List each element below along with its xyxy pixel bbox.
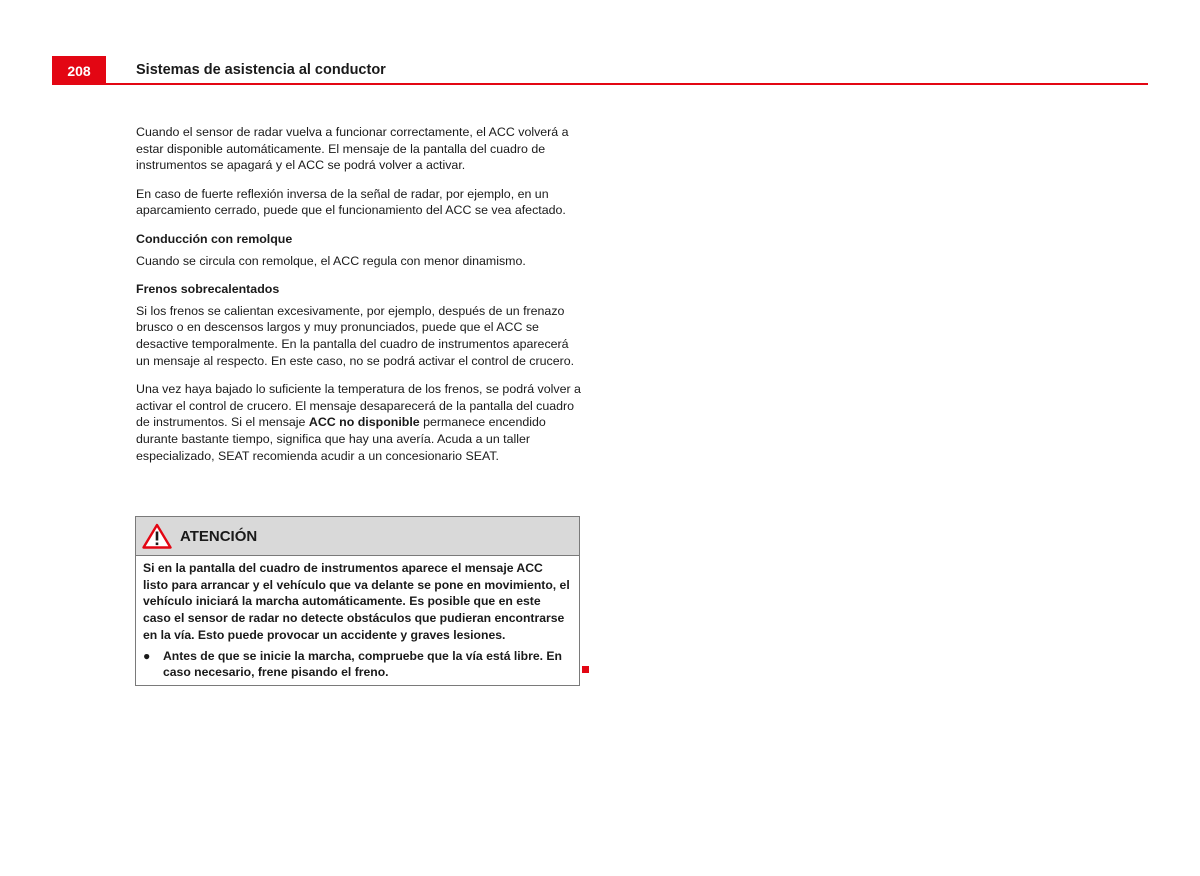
warning-body	[136, 556, 579, 685]
page-number: 208	[52, 56, 106, 85]
heading-overheated-brakes: Frenos sobrecalentados	[136, 282, 280, 297]
warning-header	[136, 517, 579, 556]
warning-title: ATENCIÓN	[180, 527, 258, 545]
heading-trailer: Conducción con remolque	[136, 231, 293, 246]
warning-triangle-icon	[142, 523, 172, 549]
paragraph-reactivation-end: permanece encendido durante bastante tiempo, significa que hay una avería. Acuda a un taller especializado, SEAT recomienda acudir a un concesionario SEAT.	[136, 415, 546, 463]
paragraph-reactivation-start: Una vez haya bajado lo suficiente la temperatura de los frenos, se podrá volver a activar el control de crucero. El mensaje desaparecerá de la pantalla del cuadro de instrumentos. Si el mensaje	[136, 382, 581, 430]
acc-unavailable-message: ACC no disponible	[308, 415, 420, 430]
paragraph-overheated-brakes: Si los frenos se calientan excesivamente, por ejemplo, después de un frenazo brusco o en descensos largos y muy pronunciados, puede que el ACC se desactive temporalmente. En la pantalla del cuadro de instrumentos aparecerá un mensaje al respecto. En este caso, no se podrá activar el control de crucero.	[136, 303, 575, 368]
paragraph-reactivation	[136, 381, 581, 464]
paragraph-radar-reflection: En caso de fuerte reflexión inversa de la señal de radar, por ejemplo, en un aparcamiento cerrado, puede que el funcionamiento del ACC se vea afectado.	[136, 186, 566, 218]
bullet-icon: ●	[143, 648, 151, 663]
section-title: Sistemas de asistencia al conductor	[136, 62, 386, 78]
header-divider	[106, 83, 1148, 85]
body-content	[136, 124, 581, 476]
paragraph-radar-recovery: Cuando el sensor de radar vuelva a funcionar correctamente, el ACC volverá a estar disponible automáticamente. El mensaje de la pantalla del cuadro de instrumentos se apagará y el ACC se podrá volver a activar.	[136, 125, 569, 173]
warning-box	[135, 516, 580, 686]
warning-text: Si en la pantalla del cuadro de instrumentos aparece el mensaje ACC listo para arrancar y el vehículo que va delante se pone en movimiento, el vehículo iniciará la marcha automáticamente. Es posible que en este caso el sensor de radar no detecte obstáculos que pudieran encontrarse en la vía. Esto puede provocar un accidente y graves lesiones.	[143, 561, 570, 642]
warning-bullet-text: Antes de que se inicie la marcha, compruebe que la vía está libre. En caso necesario, frene pisando el freno.	[163, 648, 562, 680]
end-of-section-marker	[582, 666, 589, 673]
warning-bullet-item	[143, 648, 571, 681]
paragraph-trailer: Cuando se circula con remolque, el ACC regula con menor dinamismo.	[136, 253, 526, 268]
